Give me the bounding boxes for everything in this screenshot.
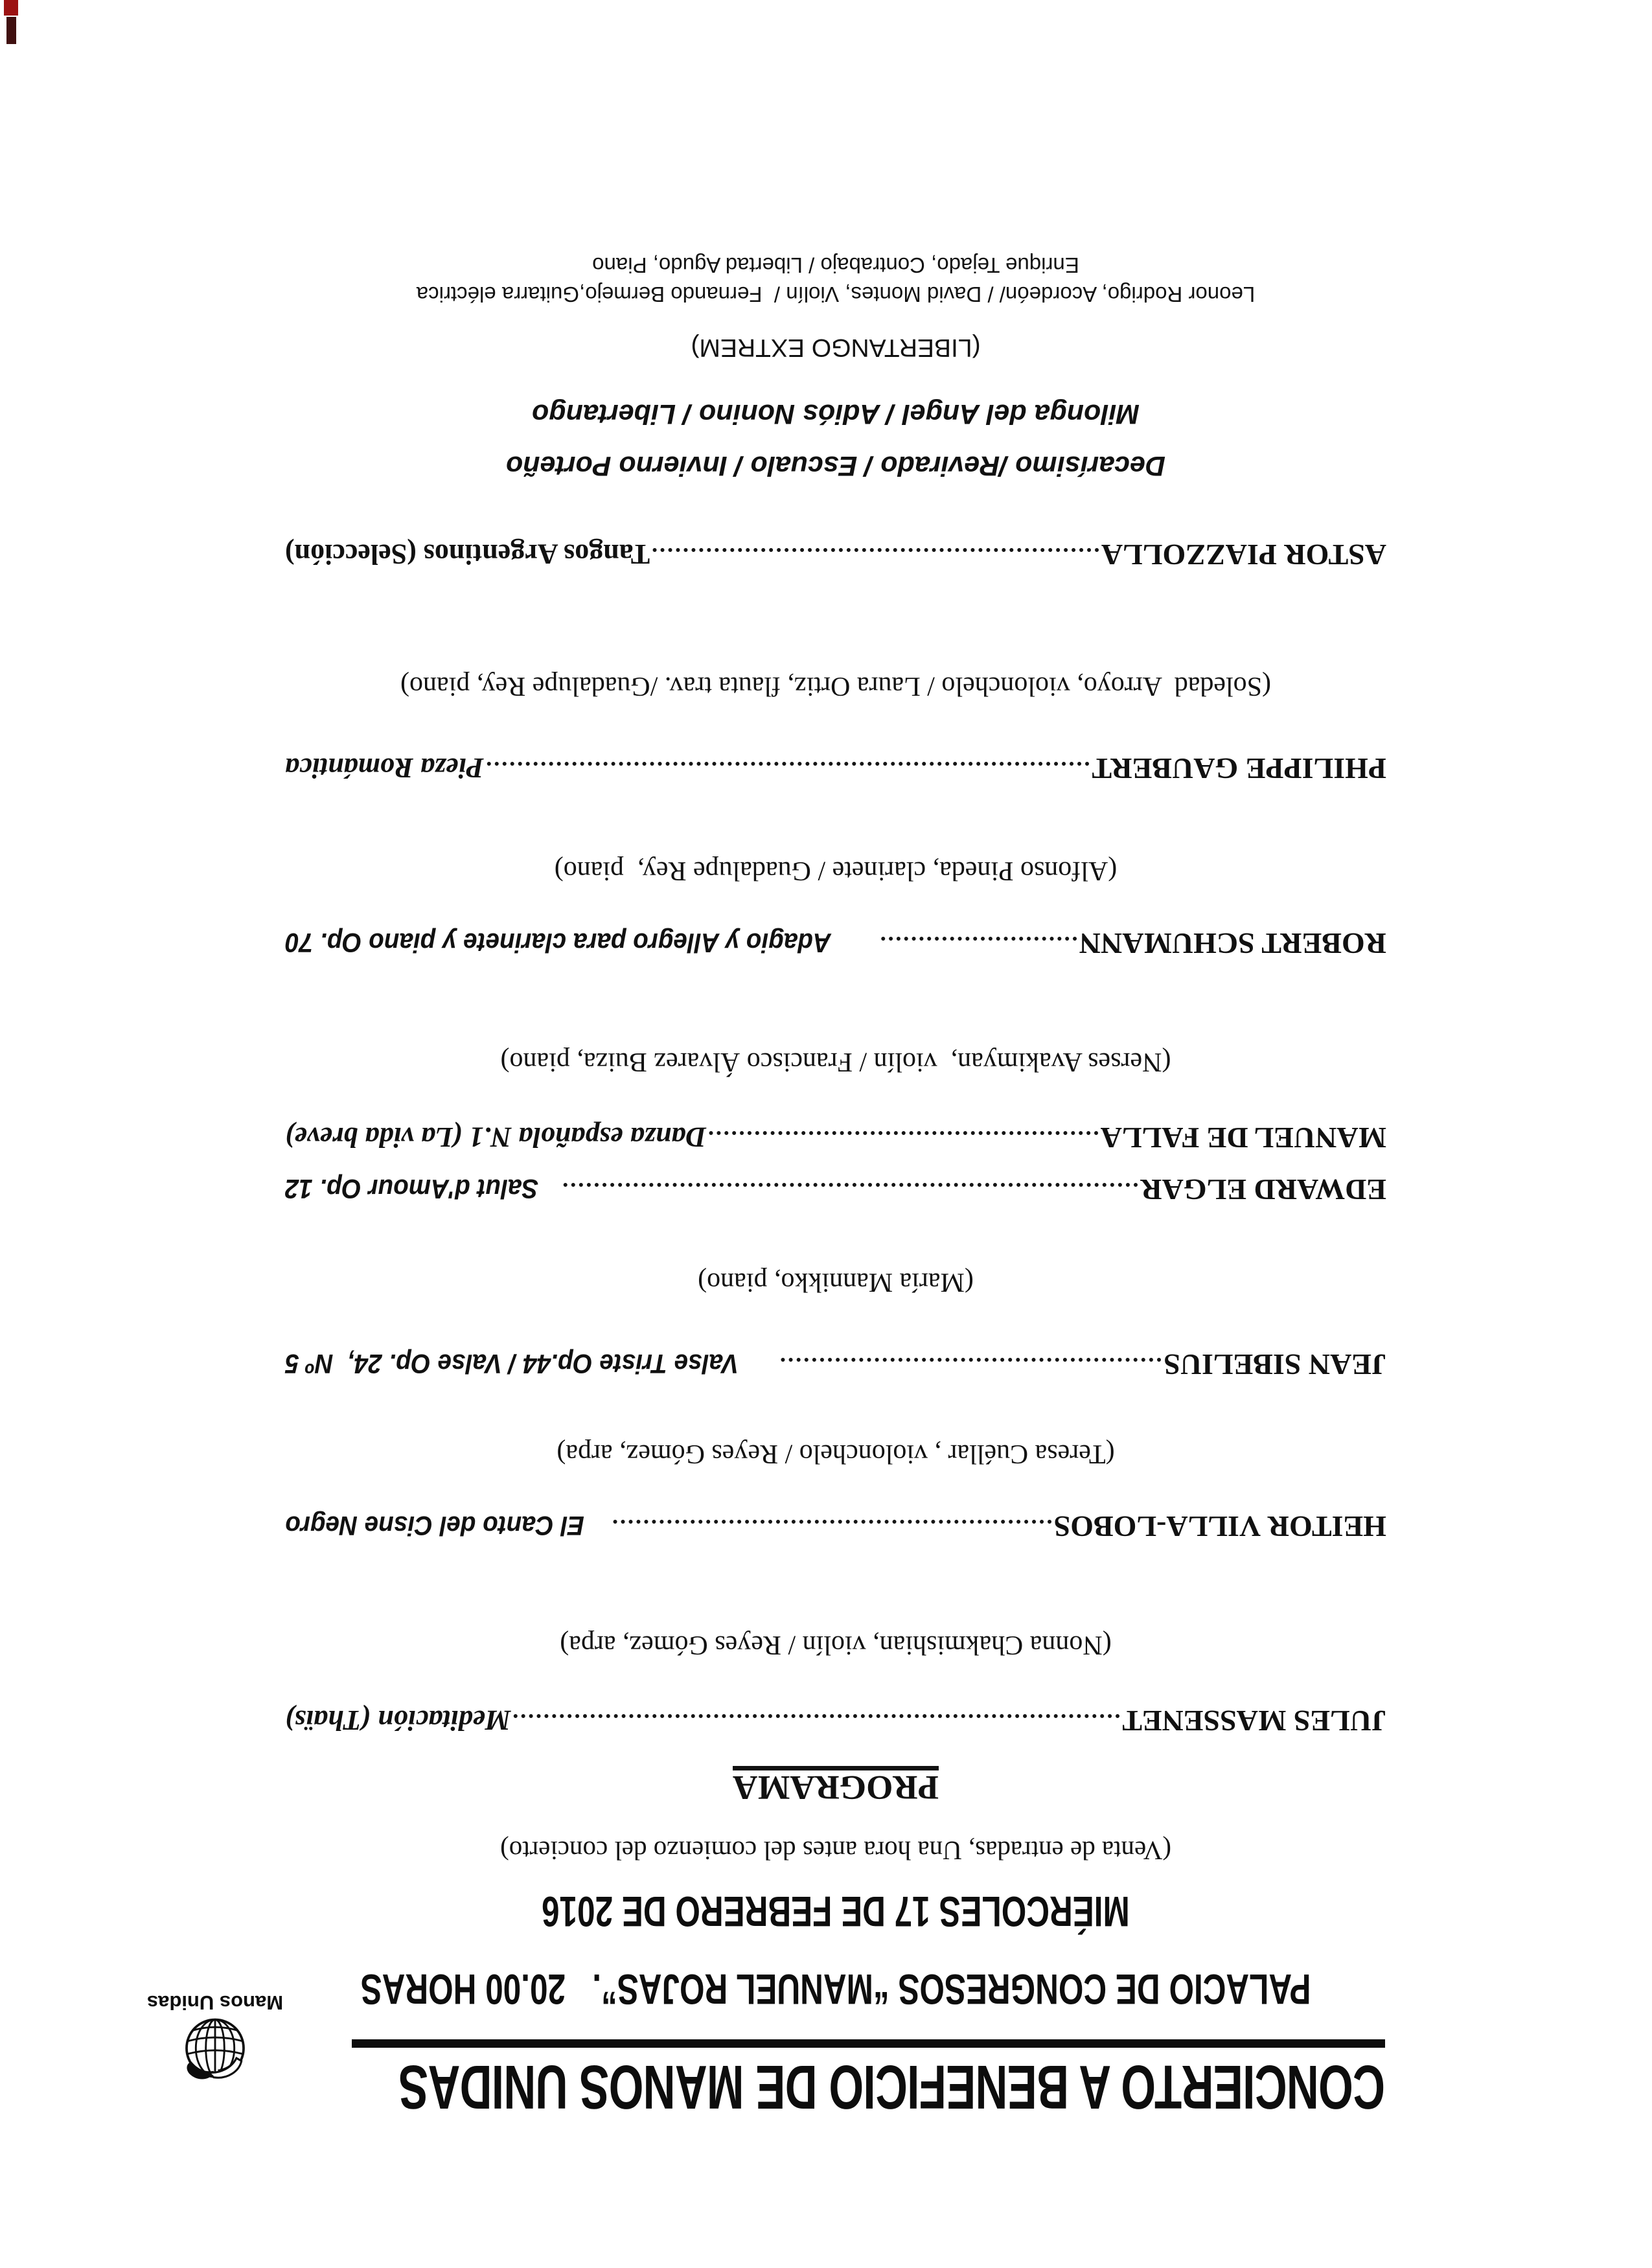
tango-selection-line: Decarísimo /Revirado / Escualo / Invierno Porteño [506, 450, 1165, 481]
dotted-leader [613, 1520, 1051, 1524]
dotted-leader [881, 937, 1077, 941]
logo-text: Manos Unidas [146, 1991, 284, 2014]
program-heading: PROGRAMA [733, 1769, 939, 1806]
scan-edge-artifact [6, 17, 16, 44]
tango-selection-line: Milonga del Angel / Adiós Nonino / Libertango [532, 398, 1140, 430]
program-entry-row [285, 538, 1386, 572]
composer-name: JULES MASSENET [1122, 1704, 1386, 1737]
piece-title: Tangos Argentinos (Selección) [285, 538, 650, 570]
ensemble-members-line: Enrique Tejado, Contrabajo / Libertad Agudo, Piano [592, 253, 1079, 277]
piece-title: Adagio y Allegro para clarinete y piano Op. 70 [285, 928, 831, 958]
program-entry-row [285, 1704, 1386, 1738]
piece-title: Meditación (Thaïs) [285, 1704, 511, 1736]
piece-title: Pieza Romántica [285, 752, 484, 784]
composer-name: PHILIPPE GAUBERT [1092, 752, 1386, 785]
ensemble-name: (LIBERTANGO EXTREM) [691, 334, 981, 361]
performers-line: (Nerses Avakimyan, violín / Francisco Álvarez Buiza, piano) [500, 1047, 1171, 1077]
performers-line: (Teresa Cuéllar , violonchelo / Reyes Gómez, arpa) [556, 1439, 1115, 1469]
composer-name: MANUEL DE FALLA [1100, 1121, 1386, 1154]
program-entry-row [285, 751, 1386, 786]
piece-title: El Canto del Cisne Negro [285, 1511, 584, 1541]
program-entry-row [285, 1121, 1386, 1155]
concert-title: CONCIERTO A BENEFICIO DE MANOS UNIDAS [398, 2052, 1385, 2122]
ensemble-members-line: Leonor Rodrigo, Acordeón/ / David Montes, Violín / Fernando Bermejo,Guitarra eléctrica [416, 282, 1256, 306]
composer-name: EDWARD ELGAR [1140, 1173, 1386, 1206]
ticket-note: (Venta de entradas, Una hora antes del comienzo del concierto) [500, 1836, 1171, 1866]
composer-name: JEAN SIBELIUS [1164, 1348, 1386, 1381]
program-entry-row [285, 1173, 1386, 1207]
composer-name: ROBERT SCHUMANN [1079, 927, 1386, 960]
date-line: MIÉRCOLES 17 DE FEBRERO DE 2016 [542, 1888, 1130, 1936]
manos-unidas-logo [127, 1991, 303, 2087]
dotted-leader [652, 548, 1099, 552]
program-entry-row [285, 926, 1386, 961]
dotted-leader [709, 1131, 1098, 1135]
piece-title: Salut d'Amour Op. 12 [285, 1174, 539, 1204]
piece-title: Valse Triste Op.44 / Valse Op. 24, Nº 5 [285, 1349, 739, 1379]
dotted-leader [487, 762, 1090, 766]
performers-line: (Alfonso Pineda, clarinete / Guadalupe Rey, piano) [554, 856, 1118, 886]
program-entry-row [285, 1509, 1386, 1544]
globe-hands-icon [127, 2015, 303, 2087]
composer-name: HEITOR VILLA-LOBOS [1053, 1510, 1386, 1543]
dotted-leader [563, 1183, 1138, 1187]
program-entry-row [285, 1347, 1386, 1382]
scan-edge-artifact [4, 0, 18, 16]
venue-time-line: PALACIO DE CONGRESOS “MANUEL ROJAS”. 20.00 HORAS [360, 1965, 1311, 2013]
performers-line: (Soledad Arroyo, violonchelo / Laura Ortiz, flauta trav. /Guadalupe Rey, piano) [400, 671, 1271, 701]
title-underline [352, 2039, 1385, 2048]
performers-line: (Nonna Chakmishian, violín / Reyes Gómez, arpa) [560, 1630, 1112, 1660]
composer-name: ASTOR PIAZZOLLA [1101, 538, 1386, 571]
dotted-leader [513, 1714, 1119, 1718]
dotted-leader [781, 1358, 1161, 1362]
piece-title: Danza española N.1 (La vida breve) [285, 1121, 707, 1153]
performers-line: (María Mannikko, piano) [698, 1267, 974, 1297]
